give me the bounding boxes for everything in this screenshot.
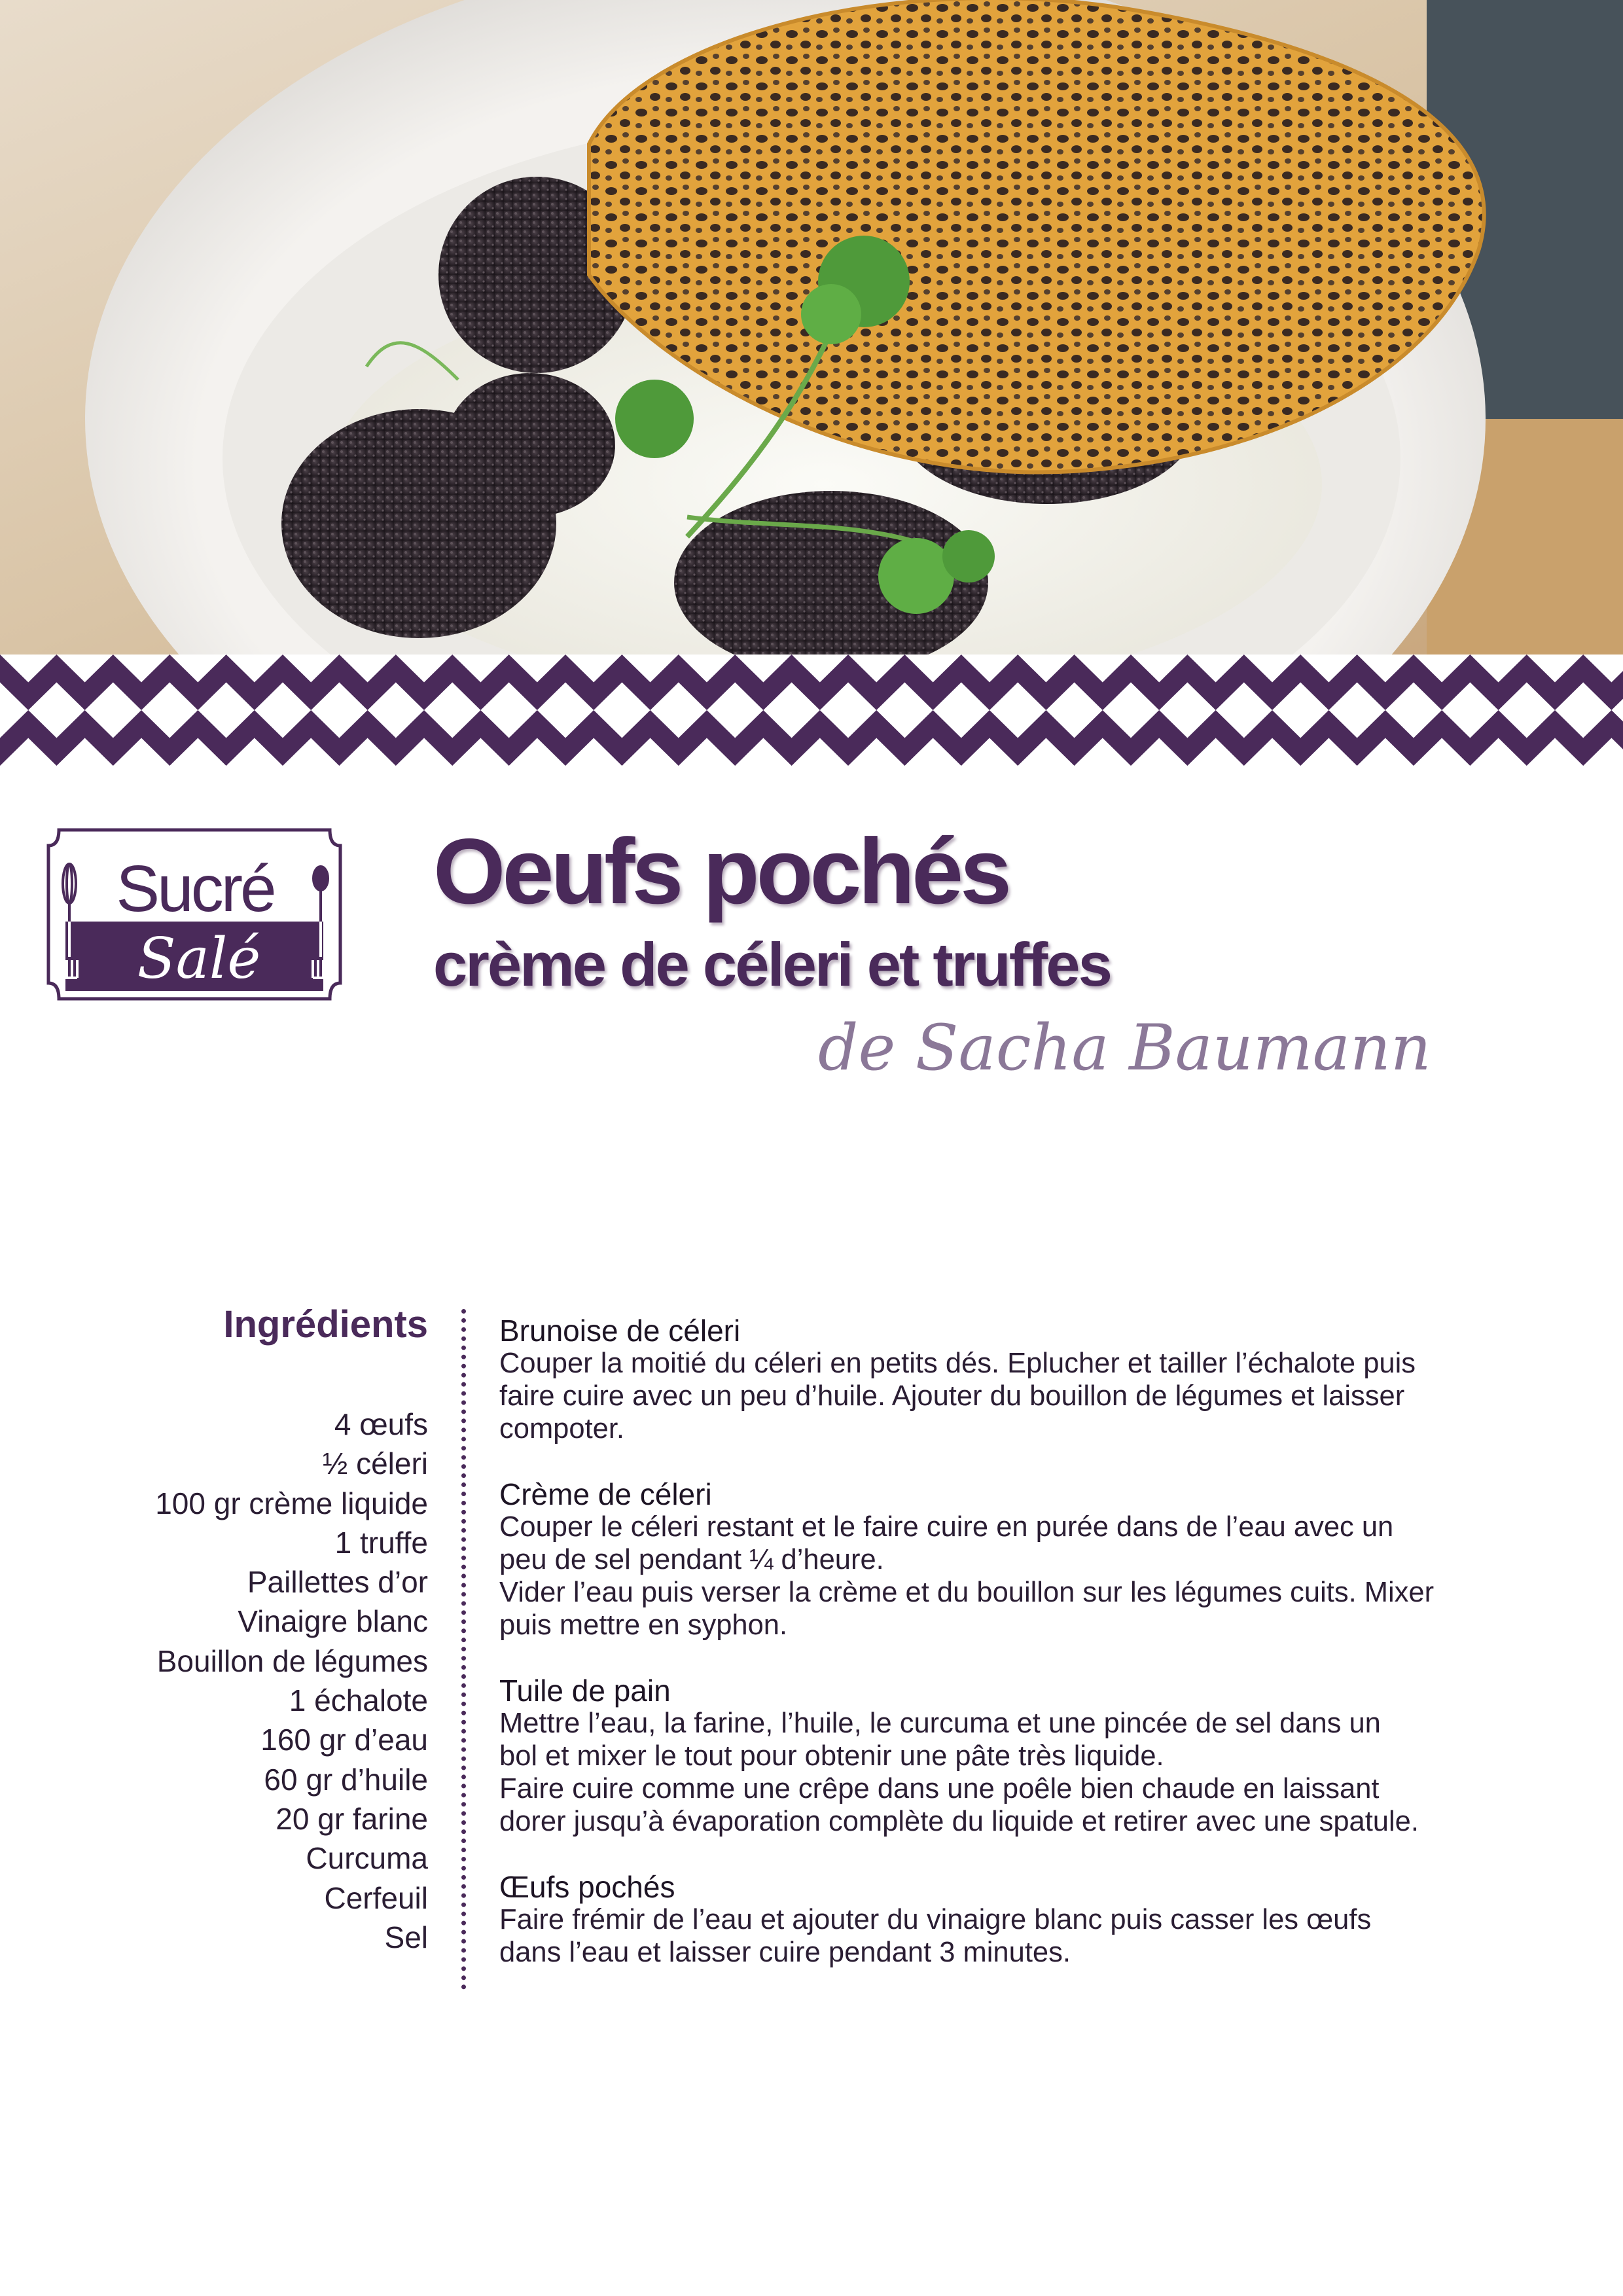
checker-band [0, 655, 1623, 766]
step-oeufs [499, 1871, 1520, 1969]
step-line: bol et mixer le tout pour obtenir une pâte très liquide. [499, 1740, 1164, 1772]
step-line: Faire frémir de l’eau et ajouter du vinaigre blanc puis casser les œufs [499, 1904, 1372, 1935]
ingredient-item: 160 gr d’eau [260, 1723, 428, 1757]
step-line: Couper la moitié du céleri en petits dés. Eplucher et tailler l’échalote puis [499, 1348, 1416, 1379]
step-line: Vider l’eau puis verser la crème et du bouillon sur les légumes cuits. Mixer [499, 1577, 1435, 1608]
sucre-sale-logo [45, 826, 344, 1003]
ingredients-heading: Ingrédients [223, 1303, 428, 1346]
ingredients-list [155, 1405, 428, 1957]
ingredient-item: 20 gr farine [276, 1801, 428, 1836]
step-creme [499, 1478, 1520, 1641]
ingredient-item: 1 truffe [334, 1525, 428, 1560]
step-line: Faire cuire comme une crêpe dans une poêle bien chaude en laissant [499, 1773, 1380, 1804]
step-line: Mettre l’eau, la farine, l’huile, le curcuma et une pincée de sel dans un [499, 1708, 1381, 1739]
step-line: peu de sel pendant ¼ d’heure. [499, 1544, 884, 1575]
ingredient-item: Sel [384, 1920, 428, 1954]
step-brunoise [499, 1314, 1520, 1445]
ingredient-item: Vinaigre blanc [238, 1604, 428, 1639]
step-title: Brunoise de céleri [499, 1314, 741, 1348]
recipe-title: Oeufs pochés [433, 819, 1009, 924]
logo-line-2: Salé [137, 926, 261, 992]
recipe-author: de Sacha Baumann [818, 1011, 1431, 1085]
dish-photo [0, 0, 1623, 655]
step-title: Tuile de pain [499, 1674, 671, 1708]
ingredient-item: Bouillon de légumes [156, 1643, 428, 1678]
step-tuile [499, 1674, 1520, 1838]
step-line: puis mettre en syphon. [499, 1609, 788, 1641]
ingredient-item: Cerfeuil [324, 1880, 428, 1915]
step-line: faire cuire avec un peu d’huile. Ajouter du bouillon de légumes et laisser [499, 1380, 1405, 1412]
ingredient-item: 4 œufs [334, 1407, 428, 1441]
ingredient-item: Paillettes d’or [247, 1565, 428, 1600]
step-title: Œufs pochés [499, 1870, 675, 1904]
logo-line-1: Sucré [116, 852, 274, 925]
dotted-divider [461, 1309, 466, 1990]
step-title: Crème de céleri [499, 1477, 712, 1511]
ingredient-item: Curcuma [306, 1841, 428, 1876]
step-line: dans l’eau et laisser cuire pendant 3 minutes. [499, 1937, 1071, 1968]
ingredient-item: 100 gr crème liquide [155, 1486, 428, 1520]
recipe-subtitle: crème de céleri et truffes [433, 930, 1111, 999]
ingredient-item: ½ céleri [322, 1446, 428, 1481]
step-line: Couper le céleri restant et le faire cuire en purée dans de l’eau avec un [499, 1511, 1394, 1543]
step-line: compoter. [499, 1413, 625, 1444]
step-line: dorer jusqu’à évaporation complète du liquide et retirer avec une spatule. [499, 1806, 1419, 1837]
ingredient-item: 60 gr d’huile [264, 1762, 428, 1797]
recipe-steps [499, 1314, 1520, 2001]
ingredient-item: 1 échalote [289, 1683, 428, 1718]
